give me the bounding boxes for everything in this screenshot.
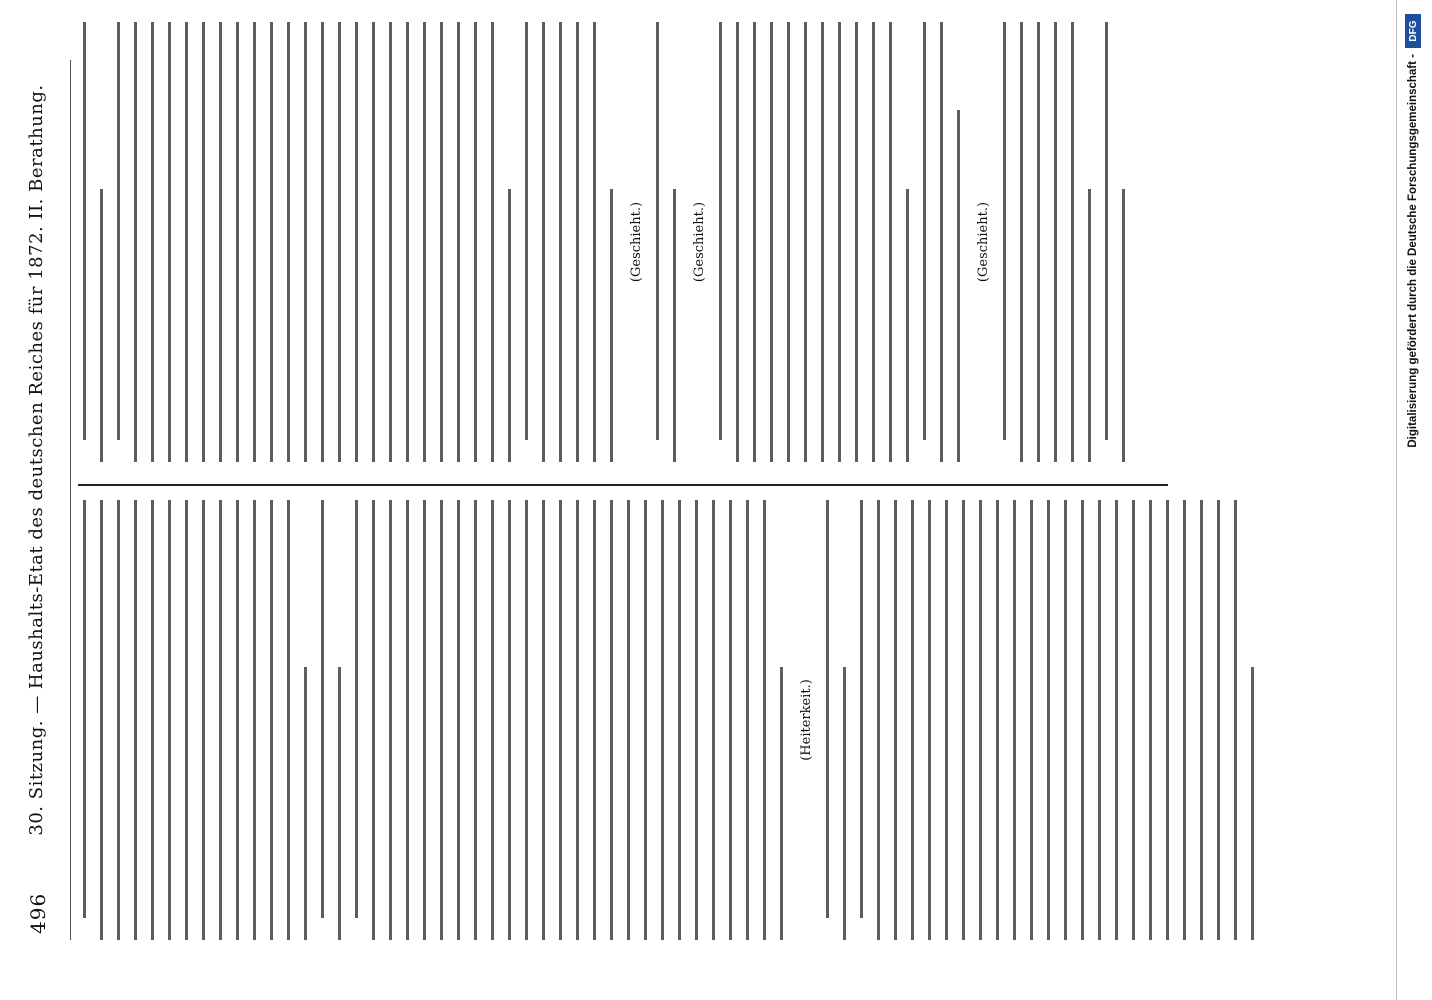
stage-direction: (Heiterkeit.): [799, 679, 814, 761]
text-line: [406, 500, 409, 940]
text-line: [474, 500, 477, 940]
text-line: [219, 500, 222, 940]
text-line: [219, 22, 222, 462]
digitization-note-text: Digitalisierung gefördert durch die Deutsche Forschungsgemeinschaft -: [1407, 54, 1419, 448]
text-line: [855, 22, 858, 462]
text-line: [695, 500, 698, 940]
left-column: [80, 500, 1170, 940]
text-line: [151, 500, 154, 940]
text-line: [491, 22, 494, 462]
text-line: [474, 22, 477, 462]
text-line: [1251, 667, 1254, 940]
text-line: [979, 500, 982, 940]
text-line: [1200, 500, 1203, 940]
text-line: [1054, 22, 1057, 462]
text-line: [719, 22, 722, 440]
text-line: [83, 500, 86, 918]
text-line: [787, 22, 790, 462]
text-line: [1013, 500, 1016, 940]
text-line: [525, 22, 528, 440]
text-line: [525, 500, 528, 940]
footer-rule: [1396, 0, 1397, 1000]
text-line: [440, 22, 443, 462]
text-line: [321, 22, 324, 462]
text-line: [610, 189, 613, 462]
text-line: [134, 500, 137, 940]
text-line: [780, 667, 783, 940]
text-line: [389, 22, 392, 462]
text-line: [872, 22, 875, 462]
text-line: [1234, 500, 1237, 940]
dfg-logo: DFG: [1405, 14, 1421, 48]
text-line: [287, 500, 290, 940]
text-line: [962, 500, 965, 940]
text-line: [372, 500, 375, 940]
text-line: [457, 500, 460, 940]
text-line: [576, 500, 579, 940]
text-line: [889, 22, 892, 462]
text-line: [593, 22, 596, 462]
text-line: [202, 500, 205, 940]
text-line: [1030, 500, 1033, 940]
text-line: [355, 22, 358, 462]
text-line: [253, 500, 256, 940]
text-line: [338, 667, 341, 940]
text-block: [117, 22, 511, 462]
text-line: [355, 500, 358, 918]
text-line: [304, 667, 307, 940]
text-line: [270, 22, 273, 462]
text-line: [1105, 22, 1108, 440]
text-line: [253, 22, 256, 462]
text-line: [542, 500, 545, 940]
text-line: [661, 500, 664, 940]
text-line: [1071, 22, 1074, 462]
text-line: [117, 22, 120, 440]
text-line: [593, 500, 596, 940]
text-line: [559, 22, 562, 462]
text-line: [1088, 189, 1091, 462]
text-block: [83, 22, 103, 462]
text-line: [957, 110, 960, 462]
text-line: [712, 500, 715, 940]
text-line: [168, 22, 171, 462]
text-line: [406, 22, 409, 462]
text-line: [1122, 189, 1125, 462]
text-line: [457, 22, 460, 462]
text-line: [508, 189, 511, 462]
text-line: [100, 500, 103, 940]
text-block: [923, 22, 960, 462]
text-line: [1003, 22, 1006, 440]
text-line: [928, 500, 931, 940]
stage-direction: (Geschieht.): [976, 201, 991, 283]
text-line: [185, 22, 188, 462]
text-line: [202, 22, 205, 462]
text-line: [542, 22, 545, 462]
text-line: [1081, 500, 1084, 940]
text-block: [826, 500, 846, 940]
stage-direction: (Geschieht.): [629, 201, 644, 283]
text-line: [1183, 500, 1186, 940]
text-line: [838, 22, 841, 462]
digitization-note: [1400, 0, 1426, 1000]
text-line: [746, 500, 749, 940]
text-line: [287, 22, 290, 462]
text-line: [627, 500, 630, 940]
text-line: [389, 500, 392, 940]
text-line: [168, 500, 171, 940]
text-block: [321, 500, 341, 940]
text-line: [1115, 500, 1118, 940]
text-line: [763, 500, 766, 940]
text-block: [719, 22, 909, 462]
text-line: [134, 22, 137, 462]
text-line: [100, 189, 103, 462]
text-line: [673, 189, 676, 462]
text-line: [185, 500, 188, 940]
page-number: 496: [26, 892, 50, 934]
text-line: [236, 22, 239, 462]
text-line: [1037, 22, 1040, 462]
text-line: [656, 22, 659, 440]
text-line: [911, 500, 914, 940]
page-header: [0, 0, 72, 1000]
text-line: [1064, 500, 1067, 940]
text-line: [736, 22, 739, 462]
text-line: [610, 500, 613, 940]
text-line: [678, 500, 681, 940]
text-block: [525, 22, 613, 462]
text-line: [151, 22, 154, 462]
text-line: [644, 500, 647, 940]
text-line: [877, 500, 880, 940]
text-line: [729, 500, 732, 940]
text-line: [559, 500, 562, 940]
text-block: [1105, 22, 1125, 462]
column-divider: [78, 484, 1168, 486]
text-line: [304, 22, 307, 462]
text-line: [923, 22, 926, 440]
stage-direction: (Geschieht.): [692, 201, 707, 283]
text-line: [860, 500, 863, 918]
text-line: [804, 22, 807, 462]
text-line: [945, 500, 948, 940]
text-line: [821, 22, 824, 462]
text-line: [906, 189, 909, 462]
text-line: [843, 667, 846, 940]
text-block: [860, 500, 1254, 940]
text-line: [940, 22, 943, 462]
text-line: [1020, 22, 1023, 462]
text-block: [656, 22, 676, 462]
text-line: [338, 22, 341, 462]
text-line: [423, 500, 426, 940]
text-block: [1003, 22, 1091, 462]
right-column: [80, 22, 1170, 462]
text-line: [1149, 500, 1152, 940]
text-line: [1098, 500, 1101, 940]
text-line: [508, 500, 511, 940]
text-line: [1166, 500, 1169, 940]
text-line: [894, 500, 897, 940]
text-line: [491, 500, 494, 940]
running-title: 30. Sitzung. — Haushalts-Etat des deutschen Reiches für 1872. II. Berathung.: [26, 84, 47, 836]
text-line: [1217, 500, 1220, 940]
text-block: [83, 500, 307, 940]
text-line: [826, 500, 829, 918]
text-line: [372, 22, 375, 462]
text-line: [440, 500, 443, 940]
text-line: [321, 500, 324, 918]
text-line: [753, 22, 756, 462]
text-line: [270, 500, 273, 940]
text-block: [355, 500, 783, 940]
text-line: [1047, 500, 1050, 940]
text-line: [83, 22, 86, 440]
text-line: [770, 22, 773, 462]
text-line: [236, 500, 239, 940]
text-line: [1132, 500, 1135, 940]
text-line: [117, 500, 120, 940]
text-line: [996, 500, 999, 940]
text-line: [576, 22, 579, 462]
text-line: [423, 22, 426, 462]
header-rule: [70, 60, 71, 940]
